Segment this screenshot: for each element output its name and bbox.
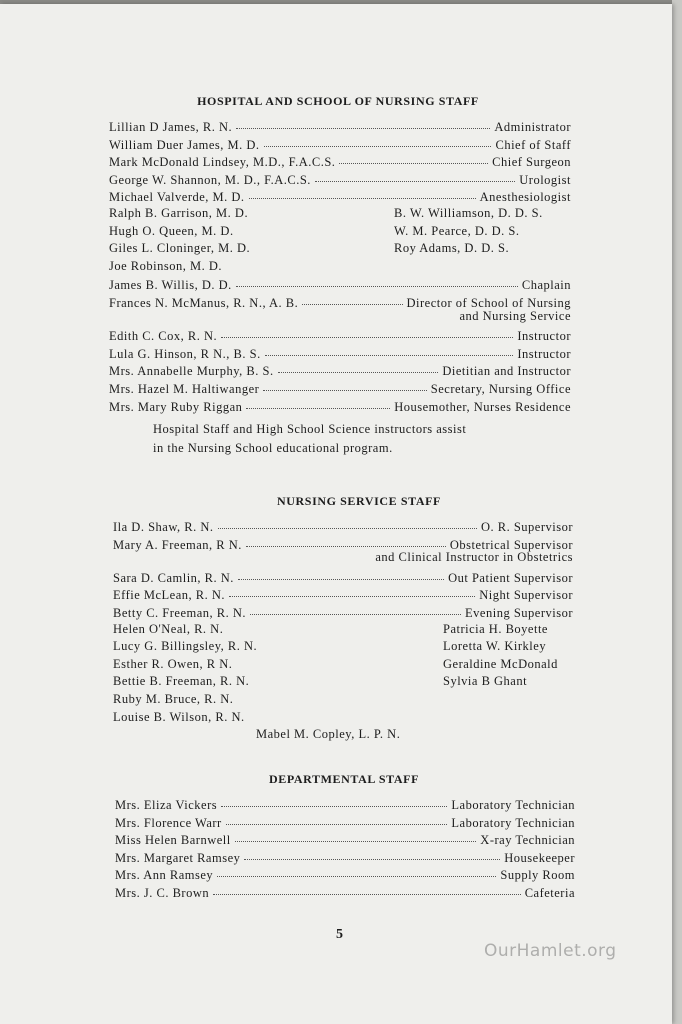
staff-row: [113, 518, 573, 535]
staff-row: [109, 362, 571, 379]
staff-row: [109, 276, 571, 293]
staff-row: [109, 398, 571, 415]
staff-title: Instructor: [517, 346, 571, 361]
staff-title: Director of School of Nursing: [406, 296, 571, 310]
dot-leader: [236, 116, 490, 129]
dot-leader: [278, 360, 439, 373]
staff-name: Joe Robinson, M. D.: [109, 258, 222, 273]
dot-leader: [246, 534, 446, 547]
dot-leader: [315, 169, 515, 182]
staff-name: Mrs. Annabelle Murphy, B. S.: [109, 364, 274, 379]
staff-row: [115, 884, 575, 901]
staff-name: Hugh O. Queen, M. D.: [109, 223, 234, 238]
dot-leader: [238, 567, 444, 580]
staff-name: Mrs. Eliza Vickers: [115, 798, 218, 812]
staff-title: Supply Room: [500, 868, 575, 883]
staff-title: Chaplain: [521, 278, 571, 293]
staff-title: Laboratory Technician: [451, 798, 575, 812]
staff-name: George W. Shannon, M. D., F.A.C.S.: [109, 172, 311, 187]
staff-name: Ila D. Shaw, R. N.: [113, 520, 214, 534]
staff-row: [109, 171, 571, 188]
staff-name: Giles L. Cloninger, M. D.: [109, 241, 251, 256]
dot-leader: [218, 516, 477, 529]
staff-title: Administrator: [494, 120, 571, 134]
staff-row: [109, 224, 571, 241]
staff-title: Obstetrical Supervisor: [449, 537, 573, 552]
document-page: [0, 4, 672, 1024]
note-line-1: Hospital Staff and High School Science instructors assist: [153, 422, 467, 436]
page-number: 5: [336, 927, 343, 942]
dot-leader: [229, 584, 475, 597]
staff-row: [115, 849, 575, 866]
staff-name: Sara D. Camlin, R. N.: [113, 570, 234, 585]
staff-title: Housekeeper: [504, 850, 575, 865]
staff-title: Cafeteria: [524, 886, 575, 900]
dot-leader: [221, 325, 513, 338]
staff-name: Mrs. Mary Ruby Riggan: [109, 399, 243, 414]
staff-title: Dietitian and Instructor: [442, 364, 571, 379]
staff-name: Lillian D James, R. N.: [109, 120, 233, 134]
staff-title: Out Patient Supervisor: [448, 570, 573, 585]
dot-leader: [217, 864, 496, 877]
staff-row: [115, 866, 575, 883]
staff-row: [109, 345, 571, 362]
staff-row: [113, 604, 573, 621]
staff-name: Betty C. Freeman, R. N.: [113, 606, 247, 620]
staff-title: X-ray Technician: [480, 833, 575, 848]
dot-leader: [265, 343, 514, 356]
staff-name: Effie McLean, R. N.: [113, 588, 226, 603]
staff-row: [115, 831, 575, 848]
staff-name: James B. Willis, D. D.: [109, 278, 232, 293]
staff-row: [113, 586, 573, 603]
dot-leader: [264, 134, 492, 147]
dot-leader: [249, 186, 476, 199]
staff-name-right-column: Roy Adams, D. D. S.: [394, 241, 510, 256]
staff-title: Urologist: [519, 172, 571, 187]
staff-name-right-column: Sylvia B Ghant: [443, 674, 528, 689]
hospital-staff-heading: HOSPITAL AND SCHOOL OF NURSING STAFF: [197, 94, 479, 108]
staff-row: [109, 188, 571, 205]
staff-row: [109, 259, 571, 276]
dot-leader: [235, 829, 477, 842]
staff-name: Helen O'Neal, R. N.: [113, 621, 224, 636]
dot-leader: [236, 274, 518, 287]
dot-leader: [339, 151, 488, 164]
staff-row: [109, 153, 571, 170]
staff-title: O. R. Supervisor: [480, 520, 573, 534]
staff-title: Housemother, Nurses Residence: [394, 399, 571, 414]
staff-title: Chief of Staff: [495, 137, 571, 152]
staff-name: Mrs. Ann Ramsey: [115, 868, 214, 883]
staff-name: Miss Helen Barnwell: [115, 833, 231, 848]
staff-name: Lucy G. Billingsley, R. N.: [113, 639, 258, 654]
staff-row: [109, 380, 571, 397]
dot-leader: [263, 378, 426, 391]
staff-row: [113, 622, 573, 639]
staff-row: [109, 327, 571, 344]
dot-leader: [213, 882, 521, 895]
staff-name: Bettie B. Freeman, R. N.: [113, 674, 250, 689]
staff-title: Instructor: [517, 329, 571, 344]
staff-row: [113, 710, 573, 727]
departmental-staff-heading: DEPARTMENTAL STAFF: [268, 772, 420, 786]
staff-row: [113, 569, 573, 586]
staff-name: Frances N. McManus, R. N., A. B.: [109, 296, 299, 310]
staff-title: Night Supervisor: [479, 588, 573, 603]
note-line-2: in the Nursing School educational program.: [153, 441, 393, 455]
page-right-edge: [672, 0, 682, 1024]
staff-title: Anesthesiologist: [479, 190, 571, 205]
staff-name-right-column: Patricia H. Boyette: [443, 621, 548, 636]
staff-name: Ruby M. Bruce, R. N.: [113, 692, 234, 706]
staff-row: [109, 118, 571, 135]
staff-name: Michael Valverde, M. D.: [109, 190, 245, 205]
staff-row: [109, 136, 571, 153]
staff-name-right-column: W. M. Pearce, D. D. S.: [394, 223, 520, 238]
staff-title: Evening Supervisor: [465, 606, 573, 620]
staff-name-right-column: B. W. Williamson, D. D. S.: [394, 206, 543, 220]
staff-name-right-column: Loretta W. Kirkley: [443, 639, 547, 654]
staff-row: [109, 241, 571, 258]
watermark-text: OurHamlet.org: [484, 941, 617, 961]
nursing-staff-heading: NURSING SERVICE STAFF: [277, 494, 441, 508]
staff-name: Mary A. Freeman, R N.: [113, 537, 242, 552]
staff-name: Mrs. Florence Warr: [115, 815, 222, 830]
staff-row: [113, 657, 573, 674]
staff-name: Esther R. Owen, R N.: [113, 656, 233, 671]
staff-name: Mrs. Margaret Ramsey: [115, 850, 241, 865]
staff-row: [113, 639, 573, 656]
staff-title-continued: and Nursing Service: [459, 308, 571, 323]
dot-leader: [246, 396, 390, 409]
staff-title-continued: and Clinical Instructor in Obstetrics: [375, 550, 573, 565]
staff-row: [113, 692, 573, 709]
staff-title: Chief Surgeon: [492, 155, 571, 170]
staff-name: William Duer James, M. D.: [109, 137, 260, 152]
staff-name-right-column: Geraldine McDonald: [443, 656, 558, 671]
dot-leader: [302, 292, 402, 305]
staff-name: Edith C. Cox, R. N.: [109, 329, 218, 344]
dot-leader: [221, 794, 447, 807]
staff-name: Mrs. J. C. Brown: [115, 886, 210, 900]
staff-row: [115, 796, 575, 813]
lpn-entry: Mabel M. Copley, L. P. N.: [256, 727, 401, 741]
dot-leader: [226, 812, 448, 825]
staff-name: Lula G. Hinson, R N., B. S.: [109, 346, 261, 361]
hospital-staff-note: [153, 420, 466, 458]
staff-row: [115, 814, 575, 831]
dot-leader: [250, 602, 461, 615]
staff-row: [113, 674, 573, 691]
staff-row: [109, 206, 571, 223]
staff-name: Mrs. Hazel M. Haltiwanger: [109, 382, 260, 396]
staff-title: Laboratory Technician: [451, 815, 575, 830]
staff-name: Louise B. Wilson, R. N.: [113, 709, 245, 724]
staff-name: Mark McDonald Lindsey, M.D., F.A.C.S.: [109, 155, 336, 170]
staff-name: Ralph B. Garrison, M. D.: [109, 206, 249, 220]
staff-title: Secretary, Nursing Office: [430, 382, 571, 396]
dot-leader: [244, 847, 500, 860]
